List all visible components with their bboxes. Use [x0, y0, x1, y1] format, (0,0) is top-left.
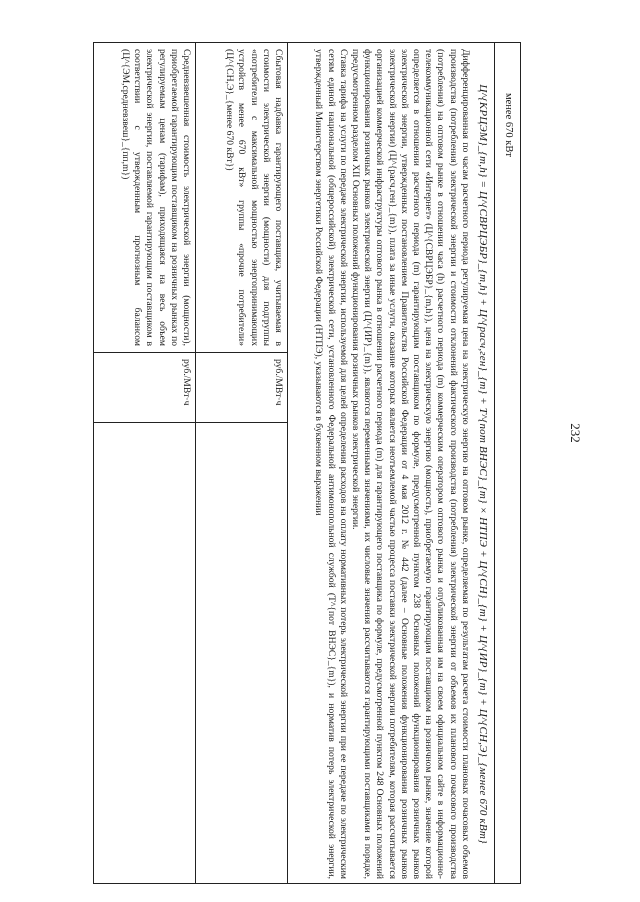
table-main-row [287, 43, 494, 884]
price-formula: Ц^{КРЦЭМ}_{m,h} = Ц^{СВРЦЭБР}_{m,h} + Ц^{расч,ген}_{m} + Т^{пот ВНЭС}_{m} × НТПЭ + Ц^{СН}_{m} + Ц^{ИР}_{m} + Ц^{СН,Э}_{менее 670 кВт} [477, 84, 489, 844]
table-row [195, 43, 287, 884]
table-header-row [494, 43, 521, 884]
header-cell: менее 670 кВт [503, 93, 514, 157]
row-description-text: Сбытовая надбавка гарантирующего поставщика, учитываемая в стоимости электрической энергии (мощности) для подгруппы «потребители с максимальной мощностью энергопринимающих устройств менее 670 кВт» группы «прочие потребители» (Ц^{СН,Э}_{менее 670 кВт}) [224, 49, 284, 346]
paragraph-price-components: Дифференцированная по часам расчетного периода регулируемая цена на электрическую энергию на оптовом рынке, определяемая по результатам расчета стоимости плановых почасовых объемов производства (потребления) электрической энергии и стоимости отклонений фактического производства (потребления) электрической энергии от объемов их планового почасового производства (потребления) на оптовом рынке в отношении часа (h) расчетного периода (m) коммерческим оператором оптового рынка и опубликованная им на своем официальном сайте в информационно-телекоммуникационной сети «Интернет» (Ц^{СВРЦЭБР}_{m,h}), цена на электрическую энергию (мощность), приобретаемую гарантирующим поставщиком на розничном рынке, значение которой определяется в отношении расчетного периода (m) гарантирующим поставщиком по формуле, предусмотренной пунктом 238 Основных положений функционирования розничных рынков электрической энергии, утвержденных постановлением Правительства Российской Федерации от 4 мая 2012 г. № 442 (далее – Основные положения функционирования розничных рынков электрической энергии) (Ц^{расч,ген}_{m}), плата за иные услуги, оказание которых является неотъемлемой частью процесса поставки электрической энергии потребителям, которая рассчитывается организацией коммерческой инфраструктуры оптового рынка в отношении расчетного периода (m) для гарантирующего поставщика по формуле, предусмотренной пунктом 248 Основных положений функционирования розничных рынков электрической энергии (Ц^{ИР}_{m}), являются переменными значениями, их числовые значения рассчитываются гарантирующими поставщиками в порядке, предусмотренном разделом XII Основных положений функционирования розничных рынков электрической энергии. [349, 49, 471, 879]
main-cell [288, 43, 494, 884]
row-value [196, 423, 287, 884]
table-row [94, 43, 195, 884]
row-description-text: Средневзвешенная стоимость электрической энергии (мощности), приобретаемой гарантирующим поставщиком на розничных рынках по регулируемым ценам (тарифам), приходящаяся на весь объем электрической энергии, поставляемой гарантирующим поставщиком в соответствии с утвержденным прогнозным балансом (Ц^{ЭМ,средневзвеш}_{пп,m}) [119, 49, 192, 346]
row-unit: руб./МВт·ч [94, 353, 195, 423]
row-value [94, 423, 195, 884]
row-unit: руб./МВт·ч [196, 353, 287, 423]
paragraph-tariff-rate: Ставка тарифа на услуги по передаче электрической энергии, используемой для целей определения расходов на оплату нормативных потерь электрической энергии при ее передаче по электрическим сетям единой национальной (общероссийской) электрической сети, установленного Федеральной антимонопольной службой (Т^{пот ВНЭС}_{m}), и норматив потерь электрической энергии, утвержденный Министерством энергетики Российской Федерации (НТПЭ), указываются в буквенном выражении [313, 49, 349, 879]
rotated-table-content [94, 43, 521, 884]
tariff-table [93, 42, 521, 884]
row-description [94, 43, 195, 353]
row-description [196, 43, 287, 353]
page-number: 232 [567, 423, 583, 443]
